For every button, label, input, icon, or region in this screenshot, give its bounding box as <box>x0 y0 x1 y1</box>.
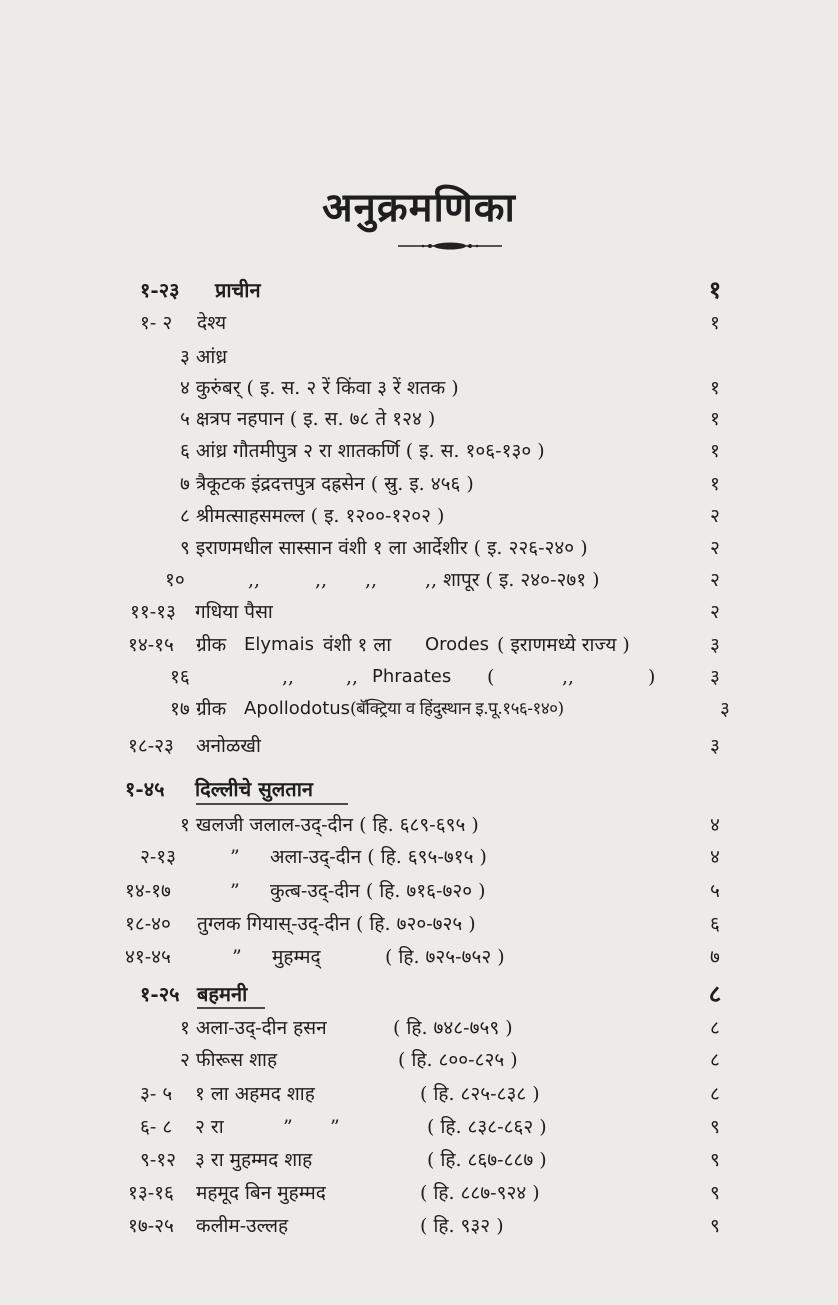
entry-title: तुग्लक गियास्-उद्-दीन ( हि. ७२०-७२५ ) <box>197 913 476 935</box>
index-row <box>0 501 838 531</box>
entry-range: १४-१७ <box>125 880 171 902</box>
entry-page: ९ <box>710 1149 720 1171</box>
entry-page: ८ <box>710 1083 720 1105</box>
index-row <box>0 1013 838 1043</box>
entry-title: ९ इराणमधील सास्सान वंशी १ ला आर्देशीर ( इ. २२६-२४० ) <box>180 537 588 559</box>
entry-title: ३ रा मुहम्मद शाह <box>195 1149 313 1171</box>
entry-title: अनोळखी <box>196 735 261 757</box>
ditto-mark: ,, <box>562 666 575 688</box>
entry-title: बहमनी <box>197 982 248 1006</box>
entry-title: कुत्ब-उद्-दीन ( हि. ७१६-७२० ) <box>270 880 486 902</box>
entry-range: १- २ <box>140 312 173 334</box>
entry-range: १४-१५ <box>128 634 174 656</box>
index-row <box>0 1112 838 1142</box>
entry-title: ४ कुरुंबर् ( इ. स. २ रें किंवा ३ रें शतक ) <box>180 377 459 399</box>
index-row <box>0 597 838 627</box>
entry-title: महमूद बिन मुहम्मद <box>196 1182 326 1204</box>
entry-title: प्राचीन <box>215 278 261 302</box>
entry-range: ९-१२ <box>140 1149 177 1171</box>
entry-page: १ <box>708 275 722 304</box>
entry-range: १-२५ <box>140 982 180 1006</box>
entry-page: ३ <box>720 698 730 720</box>
entry-text: ( इराणमध्ये राज्य ) <box>497 634 630 656</box>
ditto-mark: ” <box>230 846 240 868</box>
entry-page: २ <box>710 601 720 623</box>
entry-title: ५ क्षत्रप नहपान ( इ. स. ७८ ते १२४ ) <box>180 408 436 430</box>
index-row <box>0 565 838 595</box>
entry-range: १-४५ <box>125 777 165 801</box>
entry-text: ) <box>648 666 656 688</box>
entry-title: २ फीरूस शाह <box>180 1049 278 1071</box>
entry-title: अला-उद्-दीन ( हि. ६९५-७१५ ) <box>270 846 487 868</box>
entry-page: १ <box>710 312 720 334</box>
entry-page: २ <box>710 569 720 591</box>
ditto-mark: ” <box>330 1116 340 1138</box>
entry-range: १-२३ <box>140 278 180 302</box>
entry-latin: Orodes <box>425 634 490 655</box>
entry-range: ६- ८ <box>140 1116 173 1138</box>
heading-underline <box>197 1007 265 1009</box>
entry-dates: ( हि. ७४८-७५९ ) <box>393 1017 513 1039</box>
entry-range: १३-१६ <box>128 1182 174 1204</box>
ditto-mark: ” <box>230 880 240 902</box>
index-row <box>0 1211 838 1241</box>
entry-range: १७-२५ <box>128 1215 174 1237</box>
ditto-mark: ,, <box>365 569 378 591</box>
entry-dates: ( हि. ८३८-८६२ ) <box>427 1116 547 1138</box>
entry-page: ७ <box>710 946 720 968</box>
entry-page: ९ <box>710 1182 720 1204</box>
index-row <box>0 1045 838 1075</box>
entry-dates: ( हि. ९३२ ) <box>420 1215 504 1237</box>
entry-page: ३ <box>710 666 720 688</box>
entry-page: १ <box>710 377 720 399</box>
entry-title: १ ला अहमद शाह <box>195 1083 315 1105</box>
entry-page: ४ <box>710 814 720 836</box>
index-row <box>0 810 838 840</box>
entry-page: १ <box>710 408 720 430</box>
entry-text: ग्रीक <box>196 634 227 656</box>
entry-title: दिल्लीचे सुलतान <box>195 777 313 801</box>
index-row <box>0 308 838 338</box>
index-row <box>0 404 838 434</box>
index-row <box>0 1079 838 1109</box>
entry-range: १७ <box>170 698 190 720</box>
entry-page: ३ <box>710 735 720 757</box>
index-row <box>0 876 838 906</box>
heading-underline <box>196 803 348 805</box>
entry-title: १ अला-उद्-दीन हसन <box>180 1017 327 1039</box>
index-row <box>0 979 838 1009</box>
entry-title: ,, शापूर ( इ. २४०-२७१ ) <box>425 569 600 591</box>
index-row <box>0 1178 838 1208</box>
entry-title: देश्य <box>197 312 227 334</box>
index-row <box>0 909 838 939</box>
ditto-mark: ” <box>232 946 242 968</box>
entry-dates: ( हि. ८८७-९२४ ) <box>420 1182 540 1204</box>
ditto-mark: ,, <box>248 569 261 591</box>
index-row <box>0 942 838 972</box>
ditto-mark: ,, <box>282 666 295 688</box>
entry-dates: ( हि. ८००-८२५ ) <box>398 1049 518 1071</box>
entry-title: ६ आंध्र गौतमीपुत्र २ रा शातकर्णि ( इ. स. १०६-१३० ) <box>180 440 545 462</box>
entry-page: ८ <box>710 1017 720 1039</box>
entry-range: १० <box>165 569 185 591</box>
index-row <box>0 436 838 466</box>
entry-title: ८ श्रीमत्साहसमल्ल ( इ. १२००-१२०२ ) <box>180 505 445 527</box>
entry-title: २ रा <box>195 1116 224 1138</box>
index-row <box>0 630 838 660</box>
entry-page: ५ <box>710 880 720 902</box>
entry-page: २ <box>710 505 720 527</box>
entry-page: १ <box>710 473 720 495</box>
index-row <box>0 275 838 305</box>
index-row <box>0 1145 838 1175</box>
entry-dates: ( हि. ७२५-७५२ ) <box>385 946 505 968</box>
index-row <box>0 842 838 872</box>
title-ornament <box>398 240 502 252</box>
ditto-mark: ” <box>283 1116 293 1138</box>
entry-latin: Apollodotus <box>244 698 351 719</box>
entry-range: ३- ५ <box>140 1083 173 1105</box>
entry-page: ९ <box>710 1116 720 1138</box>
entry-title: १ खलजी जलाल-उद्-दीन ( हि. ६८९-६९५ ) <box>180 814 479 836</box>
entry-page: ३ <box>710 634 720 656</box>
index-row <box>0 533 838 563</box>
entry-range: ४१-४५ <box>125 946 171 968</box>
entry-page: ९ <box>710 1215 720 1237</box>
entry-dates: ( हि. ८६७-८८७ ) <box>427 1149 547 1171</box>
entry-range: १८-४० <box>125 913 171 935</box>
entry-title: कलीम-उल्लह <box>196 1215 289 1237</box>
page-title: अनुक्रमणिका <box>322 184 516 231</box>
entry-latin: Elymais <box>244 634 314 655</box>
entry-page: ८ <box>710 1049 720 1071</box>
ditto-mark: ,, <box>315 569 328 591</box>
entry-range: १६ <box>170 666 190 688</box>
entry-range: २-१३ <box>140 846 177 868</box>
entry-page: २ <box>710 537 720 559</box>
index-row <box>0 694 838 724</box>
index-row <box>0 662 838 692</box>
index-row <box>0 373 838 403</box>
entry-page: ८ <box>708 979 722 1008</box>
entry-range: ११-१३ <box>130 601 176 623</box>
index-row <box>0 731 838 761</box>
entry-text: ग्रीक <box>196 698 227 720</box>
ditto-mark: ,, <box>346 666 359 688</box>
entry-range: १८-२३ <box>128 735 174 757</box>
entry-title: मुहम्मद् <box>272 946 321 968</box>
entry-title: गधिया पैसा <box>195 601 273 623</box>
entry-text: ( <box>487 666 495 688</box>
index-row <box>0 774 838 804</box>
entry-text: (बॅक्ट्रिया व हिंदुस्थान इ.पू.१५६-१४०) <box>350 699 564 719</box>
entry-page: ४ <box>710 846 720 868</box>
entry-page: १ <box>710 440 720 462</box>
entry-dates: ( हि. ८२५-८३८ ) <box>420 1083 540 1105</box>
index-row <box>0 469 838 499</box>
index-row <box>0 342 838 372</box>
entry-title: ३ आंध्र <box>180 346 228 368</box>
entry-title: ७ त्रैकूटक इंद्रदत्तपुत्र दह्रसेन ( स्रु. इ. ४५६ ) <box>180 473 474 495</box>
entry-page: ६ <box>710 913 720 935</box>
entry-text: वंशी १ ला <box>323 634 392 656</box>
entry-latin: Phraates <box>372 666 452 687</box>
